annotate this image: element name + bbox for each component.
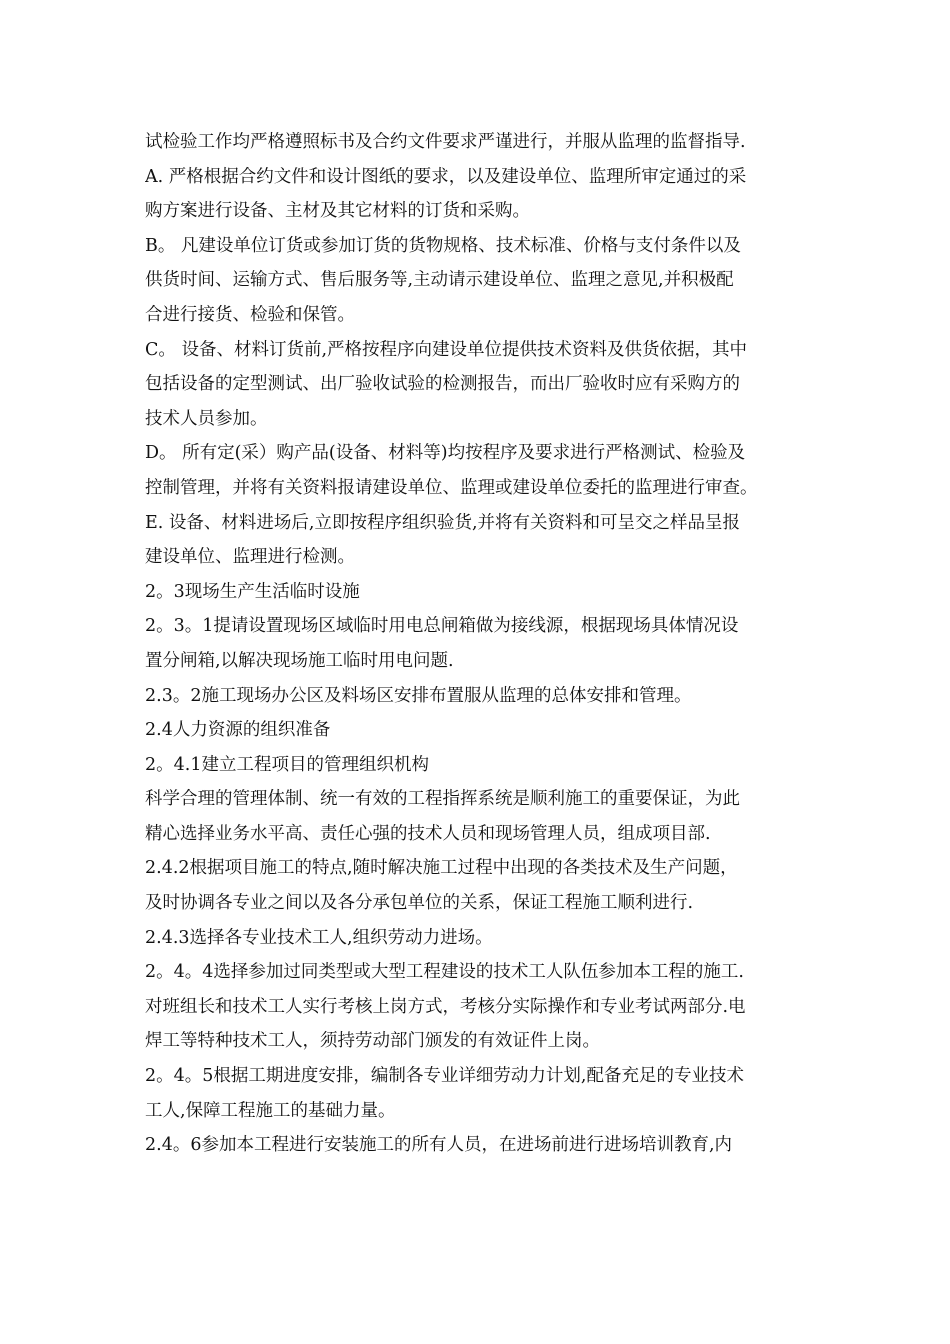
- text-line: 购方案进行设备、主材及其它材料的订货和采购。: [145, 201, 530, 222]
- text-line: 及时协调各专业之间以及各分承包单位的关系，保证工程施工顺利进行.: [145, 893, 694, 914]
- subsection-heading: 2。4.1建立工程项目的管理组织机构: [145, 754, 429, 775]
- section-heading: 2.4人力资源的组织准备: [145, 720, 331, 741]
- text-line: 2.4.3选择各专业技术工人,组织劳动力进场。: [145, 927, 493, 948]
- section-heading: 2。3现场生产生活临时设施: [145, 581, 360, 602]
- text-line: 2。4。4选择参加过同类型或大型工程建设的技术工人队伍参加本工程的施工.: [145, 962, 744, 983]
- text-line: E. 设备、材料进场后,立即按程序组织验货,并将有关资料和可呈交之样品呈报: [145, 512, 741, 533]
- text-line: 精心选择业务水平高、责任心强的技术人员和现场管理人员，组成项目部.: [145, 823, 711, 844]
- text-line: 工人,保障工程施工的基础力量。: [145, 1100, 396, 1121]
- text-line: 焊工等特种技术工人，须持劳动部门颁发的有效证件上岗。: [145, 1031, 600, 1052]
- text-line: D。 所有定(采）购产品(设备、材料等)均按程序及要求进行严格测试、检验及: [145, 443, 746, 464]
- text-line: 包括设备的定型测试、出厂验收试验的检测报告，而出厂验收时应有采购方的: [145, 374, 740, 395]
- text-line: 科学合理的管理体制、统一有效的工程指挥系统是顺利施工的重要保证，为此: [145, 789, 740, 810]
- document-body: [145, 125, 815, 1163]
- text-line: 合进行接货、检验和保管。: [145, 304, 355, 325]
- text-line: 2。3。1提请设置现场区域临时用电总闸箱做为接线源，根据现场具体情况设: [145, 616, 739, 637]
- text-line: 置分闸箱,以解决现场施工临时用电问题.: [145, 650, 454, 671]
- text-line: 建设单位、监理进行检测。: [145, 547, 355, 568]
- text-line: 2.4。6参加本工程进行安装施工的所有人员，在进场前进行进场培训教育,内: [145, 1135, 733, 1156]
- text-line: 技术人员参加。: [145, 408, 268, 429]
- text-line: A. 严格根据合约文件和设计图纸的要求，以及建设单位、监理所审定通过的采: [145, 166, 747, 187]
- text-line: 对班组长和技术工人实行考核上岗方式，考核分实际操作和专业考试两部分.电: [145, 996, 746, 1017]
- text-line: 供货时间、运输方式、售后服务等,主动请示建设单位、监理之意见,并积极配: [145, 270, 734, 291]
- text-line: 控制管理，并将有关资料报请建设单位、监理或建设单位委托的监理进行审查。: [145, 477, 758, 498]
- text-line: B。 凡建设单位订货或参加订货的货物规格、技术标准、价格与支付条件以及: [145, 235, 741, 256]
- text-line: 2.4.2根据项目施工的特点,随时解决施工过程中出现的各类技术及生产问题，: [145, 858, 738, 879]
- text-line: 2.3。2施工现场办公区及料场区安排布置服从监理的总体安排和管理。: [145, 685, 692, 706]
- text-line: 2。4。5根据工期进度安排，编制各专业详细劳动力计划,配备充足的专业技术: [145, 1066, 744, 1087]
- text-line: 试检验工作均严格遵照标书及合约文件要求严谨进行，并服从监理的监督指导.: [145, 132, 746, 152]
- text-line: C。 设备、材料订货前,严格按程序向建设单位提供技术资料及供货依据，其中: [145, 339, 748, 360]
